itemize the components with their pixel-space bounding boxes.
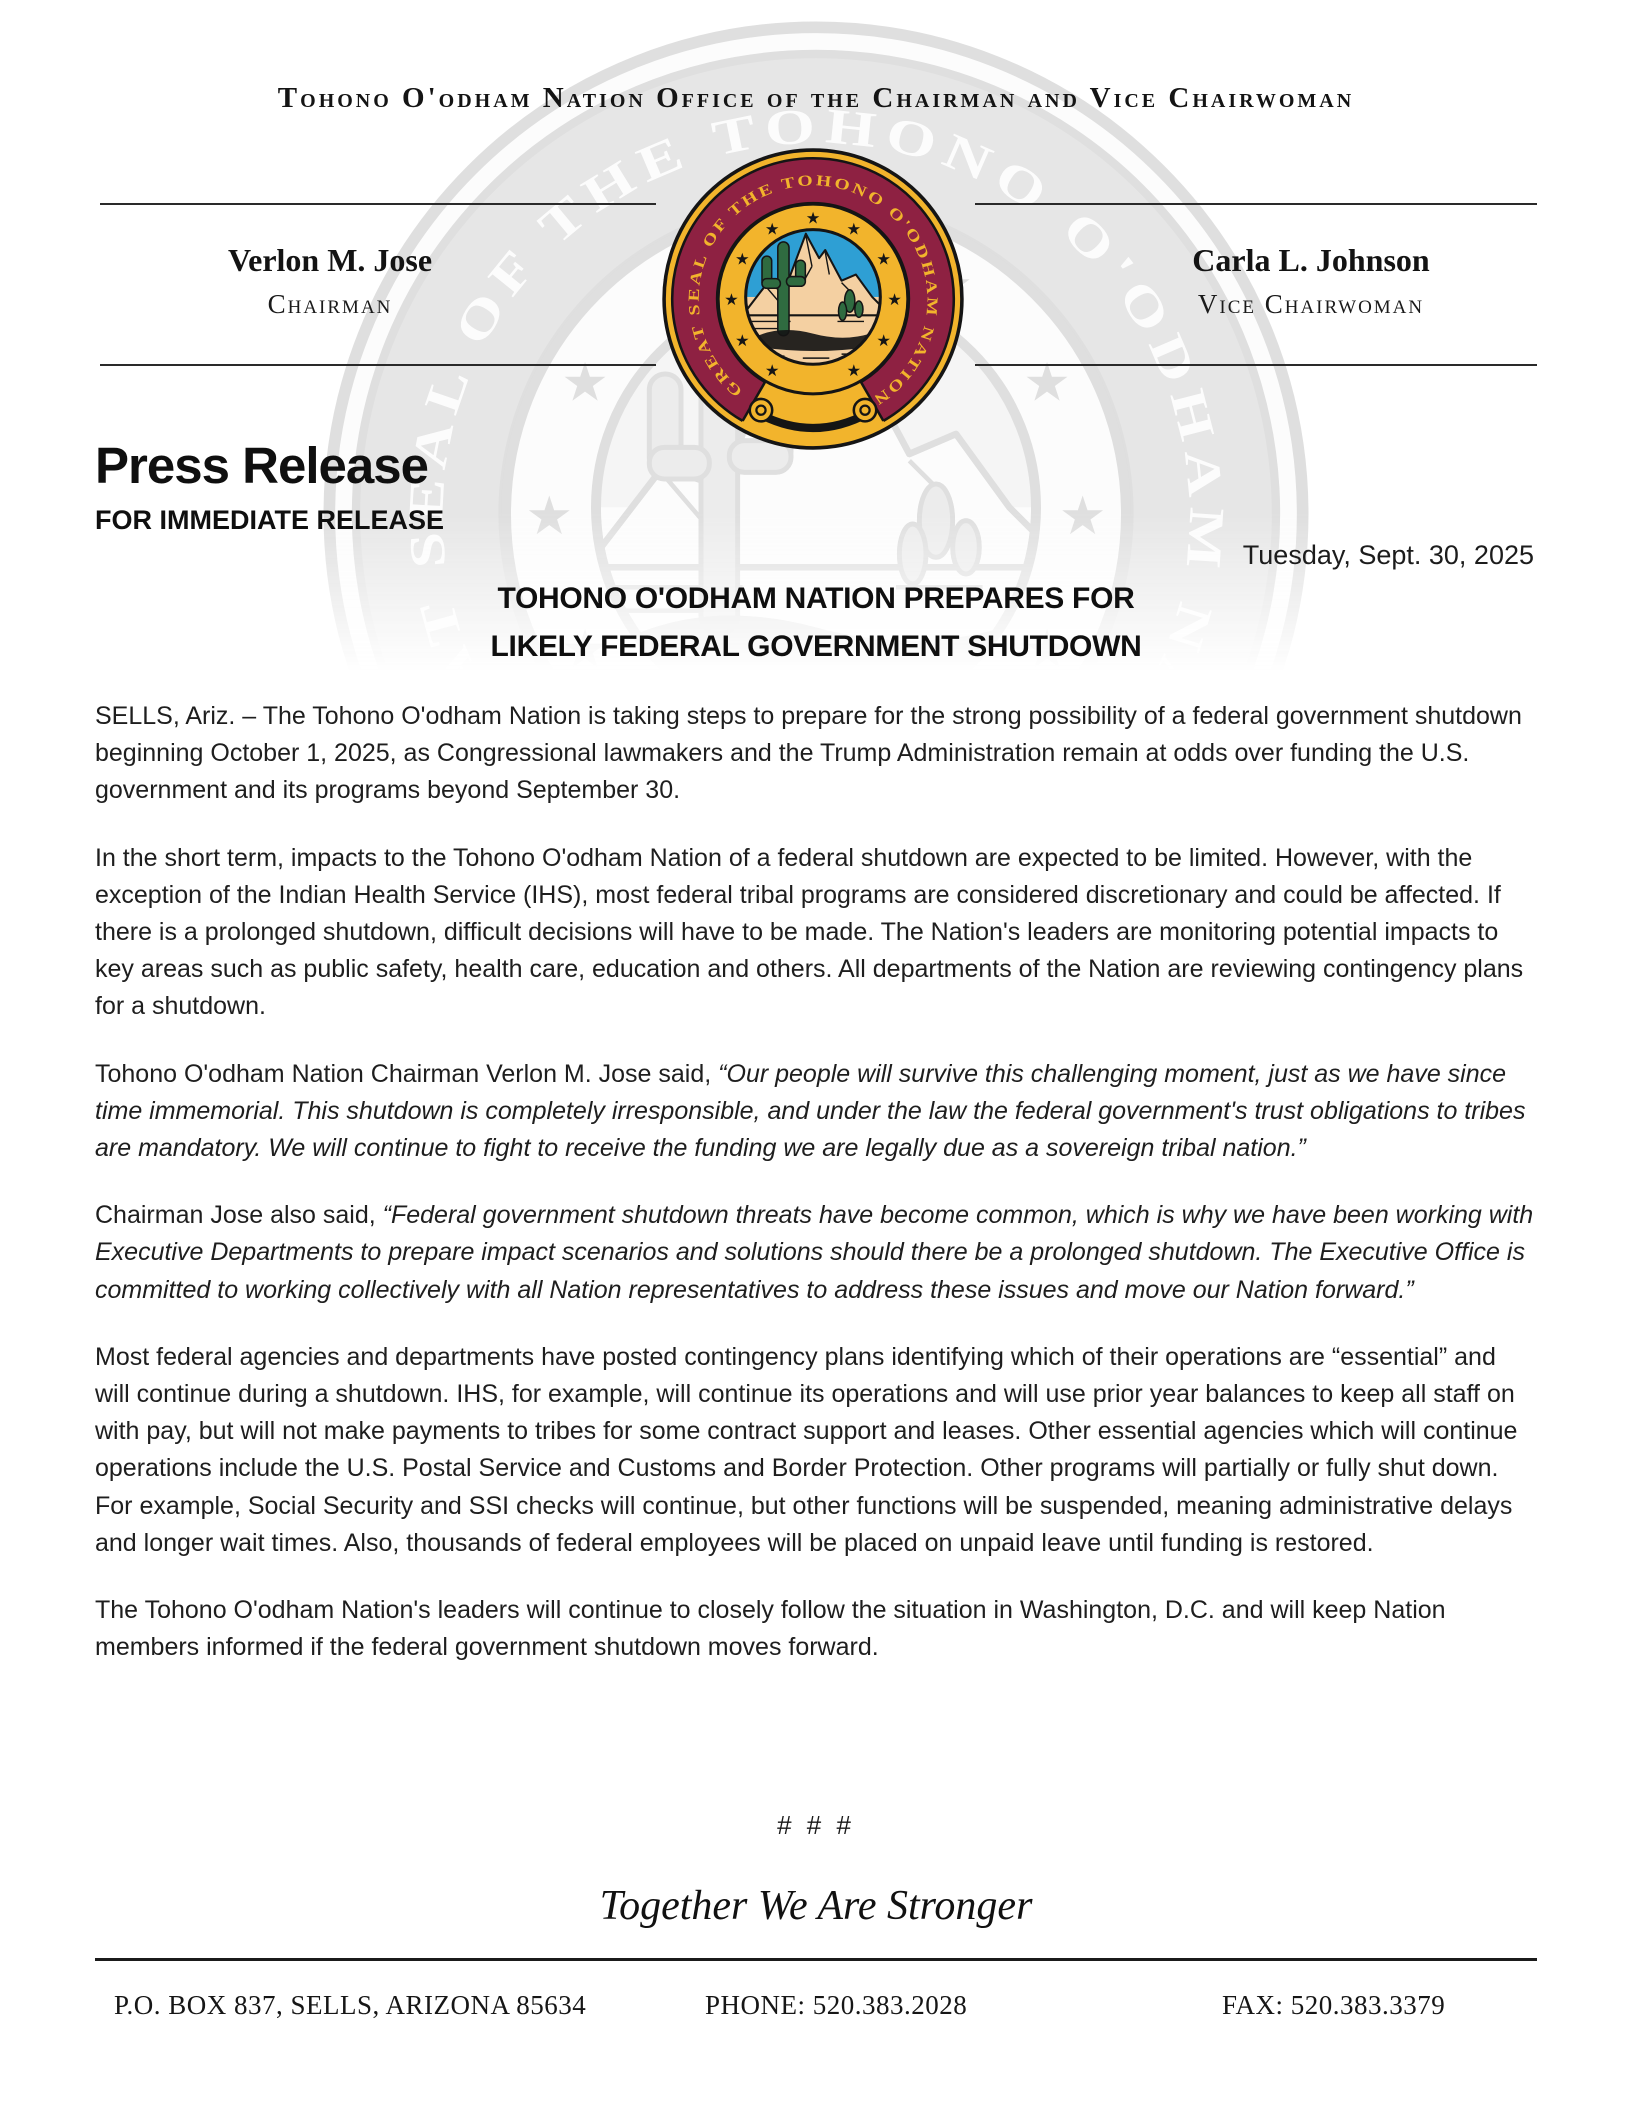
motto: Together We Are Stronger bbox=[599, 1883, 1033, 1929]
body-paragraph: In the short term, impacts to the Tohono O'odham Nation of a federal shutdown are expected to be limited. However, with the exception of the Indian Health Service (IHS), most federal tribal programs are considered discretionary and could be affected. If there is a prolonged shutdown, difficult decisions will have to be made. The Nation's leaders are monitoring potential impacts to key areas such as public safety, health care, education and others. All departments of the Nation are reviewing contingency plans for a shutdown. bbox=[95, 843, 1524, 1021]
letterhead-office-title: Tohono O'odham Nation Office of the Chairman and Vice Chairwoman bbox=[277, 82, 1355, 114]
vice-chairwoman-title: Vice Chairwoman bbox=[1197, 289, 1425, 319]
release-title-line1: TOHONO O'ODHAM NATION PREPARES FOR bbox=[497, 582, 1135, 615]
footer-address: P.O. BOX 837, SELLS, ARIZONA 85634 bbox=[114, 1990, 587, 2020]
letterhead-rule-top-left bbox=[100, 203, 656, 205]
body-paragraphs bbox=[95, 698, 1537, 1696]
body-paragraph: Tohono O'odham Nation Chairman Verlon M. Jose said, “Our people will survive this challenging moment, just as we have since time immemorial. This shutdown is completely irresponsible, and under the law the federal government's trust obligations to tribes are mandatory. We will continue to fight to receive the funding we are legally due as a sovereign tribal nation.” bbox=[95, 1059, 1526, 1163]
vice-chairwoman-name: Carla L. Johnson bbox=[1192, 242, 1430, 278]
footer-fax: FAX: 520.383.3379 bbox=[1222, 1990, 1446, 2020]
for-immediate-release-label: FOR IMMEDIATE RELEASE bbox=[95, 505, 445, 535]
body-paragraph: Chairman Jose also said, “Federal government shutdown threats have become common, which is why we have been working with Executive Departments to prepare impact scenarios and solutions should there be a prolonged shutdown. The Executive Office is committed to working collectively with all Nation representatives to address these issues and move our Nation forward.” bbox=[95, 1201, 1534, 1304]
release-title bbox=[95, 575, 1537, 671]
letterhead-rule-bottom-right bbox=[975, 364, 1537, 366]
vice-chairwoman-block bbox=[1081, 240, 1541, 322]
footer-rule bbox=[95, 1958, 1537, 1961]
footer-phone: PHONE: 520.383.2028 bbox=[705, 1990, 968, 2020]
chairman-title: Chairman bbox=[267, 289, 393, 319]
body-paragraph: Most federal agencies and departments have posted contingency plans identifying which of their operations are “essential” and will continue during a shutdown. IHS, for example, will continue its operations and will use prior year balances to keep all staff on with pay, but will not make payments to tribes for some contract support and leases. Other essential agencies which will continue operations include the U.S. Postal Service and Customs and Border Protection. Other programs will partially or fully shut down. For example, Social Security and SSI checks will continue, but other functions will be suspended, meaning administrative delays and longer wait times. Also, thousands of federal employees will be placed on unpaid leave until funding is restored. bbox=[95, 1342, 1518, 1557]
letterhead-rule-top-right bbox=[975, 203, 1537, 205]
body-paragraph: SELLS, Ariz. – The Tohono O'odham Nation is taking steps to prepare for the strong possibility of a federal government shutdown beginning October 1, 2025, as Congressional lawmakers and the Trump Administration remain at odds over funding the U.S. government and its programs beyond September 30. bbox=[95, 702, 1522, 805]
chairman-name: Verlon M. Jose bbox=[227, 242, 433, 278]
body-paragraph: The Tohono O'odham Nation's leaders will continue to closely follow the situation in Washington, D.C. and will keep Nation members informed if the federal government shutdown moves forward. bbox=[95, 1596, 1446, 1662]
release-title-line2: LIKELY FEDERAL GOVERNMENT SHUTDOWN bbox=[490, 630, 1142, 663]
release-date: Tuesday, Sept. 30, 2025 bbox=[1242, 540, 1534, 570]
chairman-block bbox=[100, 240, 560, 322]
tribal-seal-image bbox=[660, 146, 966, 452]
press-release-heading: Press Release bbox=[95, 437, 428, 494]
letterhead-rule-bottom-left bbox=[100, 364, 656, 366]
end-mark: # # # bbox=[777, 1810, 855, 1840]
